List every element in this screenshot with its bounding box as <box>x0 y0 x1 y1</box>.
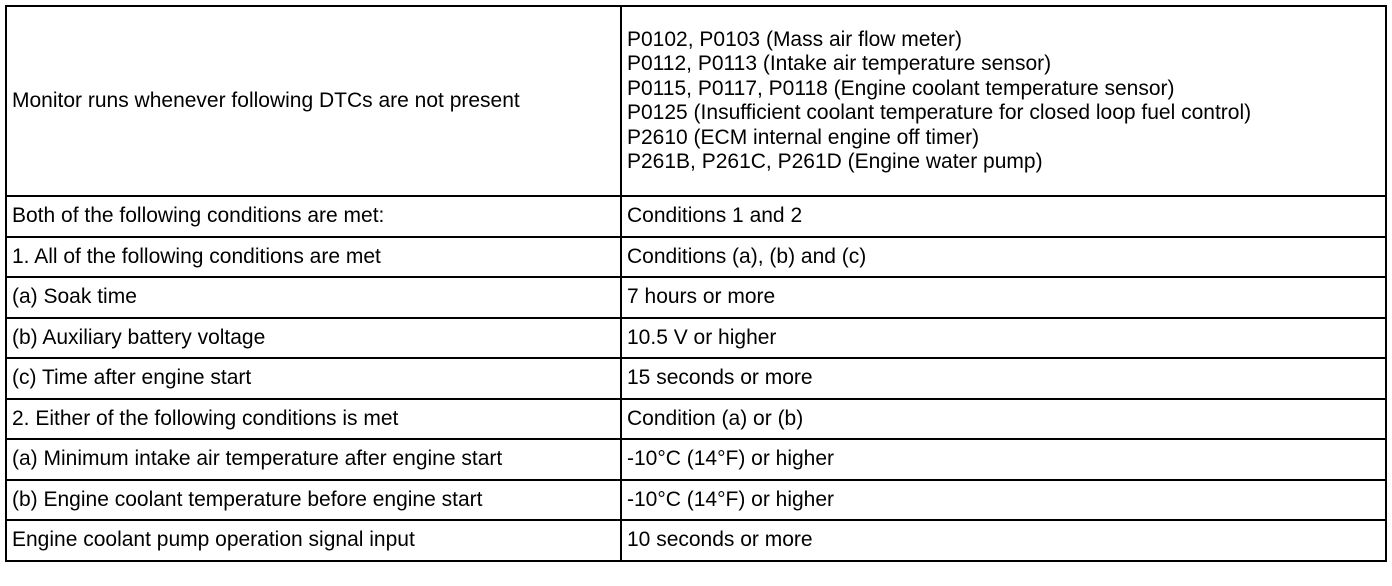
value-cell: 15 seconds or more <box>621 358 1386 399</box>
condition-cell: (b) Auxiliary battery voltage <box>6 318 621 359</box>
table-row <box>6 277 1386 318</box>
table-row <box>6 520 1386 561</box>
value-cell: Conditions (a), (b) and (c) <box>621 237 1386 278</box>
condition-cell: (c) Time after engine start <box>6 358 621 399</box>
table-row <box>6 439 1386 480</box>
value-cell <box>621 6 1386 196</box>
condition-cell: 1. All of the following conditions are met <box>6 237 621 278</box>
dtc-line: P0115, P0117, P0118 (Engine coolant temperature sensor) <box>627 76 1175 100</box>
condition-cell: (b) Engine coolant temperature before engine start <box>6 480 621 521</box>
table-row <box>6 237 1386 278</box>
value-cell: 10.5 V or higher <box>621 318 1386 359</box>
value-cell: 7 hours or more <box>621 277 1386 318</box>
table-row <box>6 318 1386 359</box>
value-cell: -10°C (14°F) or higher <box>621 439 1386 480</box>
table-row <box>6 6 1386 196</box>
table-row <box>6 196 1386 237</box>
value-cell: Conditions 1 and 2 <box>621 196 1386 237</box>
value-cell: 10 seconds or more <box>621 520 1386 561</box>
condition-cell: Both of the following conditions are met: <box>6 196 621 237</box>
dtc-line: P0112, P0113 (Intake air temperature sensor) <box>627 52 1052 75</box>
condition-cell: (a) Minimum intake air temperature after engine start <box>6 439 621 480</box>
table-row <box>6 358 1386 399</box>
condition-cell: Engine coolant pump operation signal input <box>6 520 621 561</box>
condition-cell: Monitor runs whenever following DTCs are not present <box>6 6 621 196</box>
monitor-conditions-table <box>5 5 1387 562</box>
dtc-line: P0125 (Insufficient coolant temperature for closed loop fuel control) <box>627 101 1252 124</box>
value-cell: -10°C (14°F) or higher <box>621 480 1386 521</box>
condition-cell: 2. Either of the following conditions is met <box>6 399 621 440</box>
dtc-line: P2610 (ECM internal engine off timer) <box>627 125 980 149</box>
value-cell: Condition (a) or (b) <box>621 399 1386 440</box>
table-row <box>6 399 1386 440</box>
table-row <box>6 480 1386 521</box>
condition-cell: (a) Soak time <box>6 277 621 318</box>
dtc-line: P0102, P0103 (Mass air flow meter) <box>627 27 962 51</box>
dtc-line: P261B, P261C, P261D (Engine water pump) <box>627 150 1043 173</box>
